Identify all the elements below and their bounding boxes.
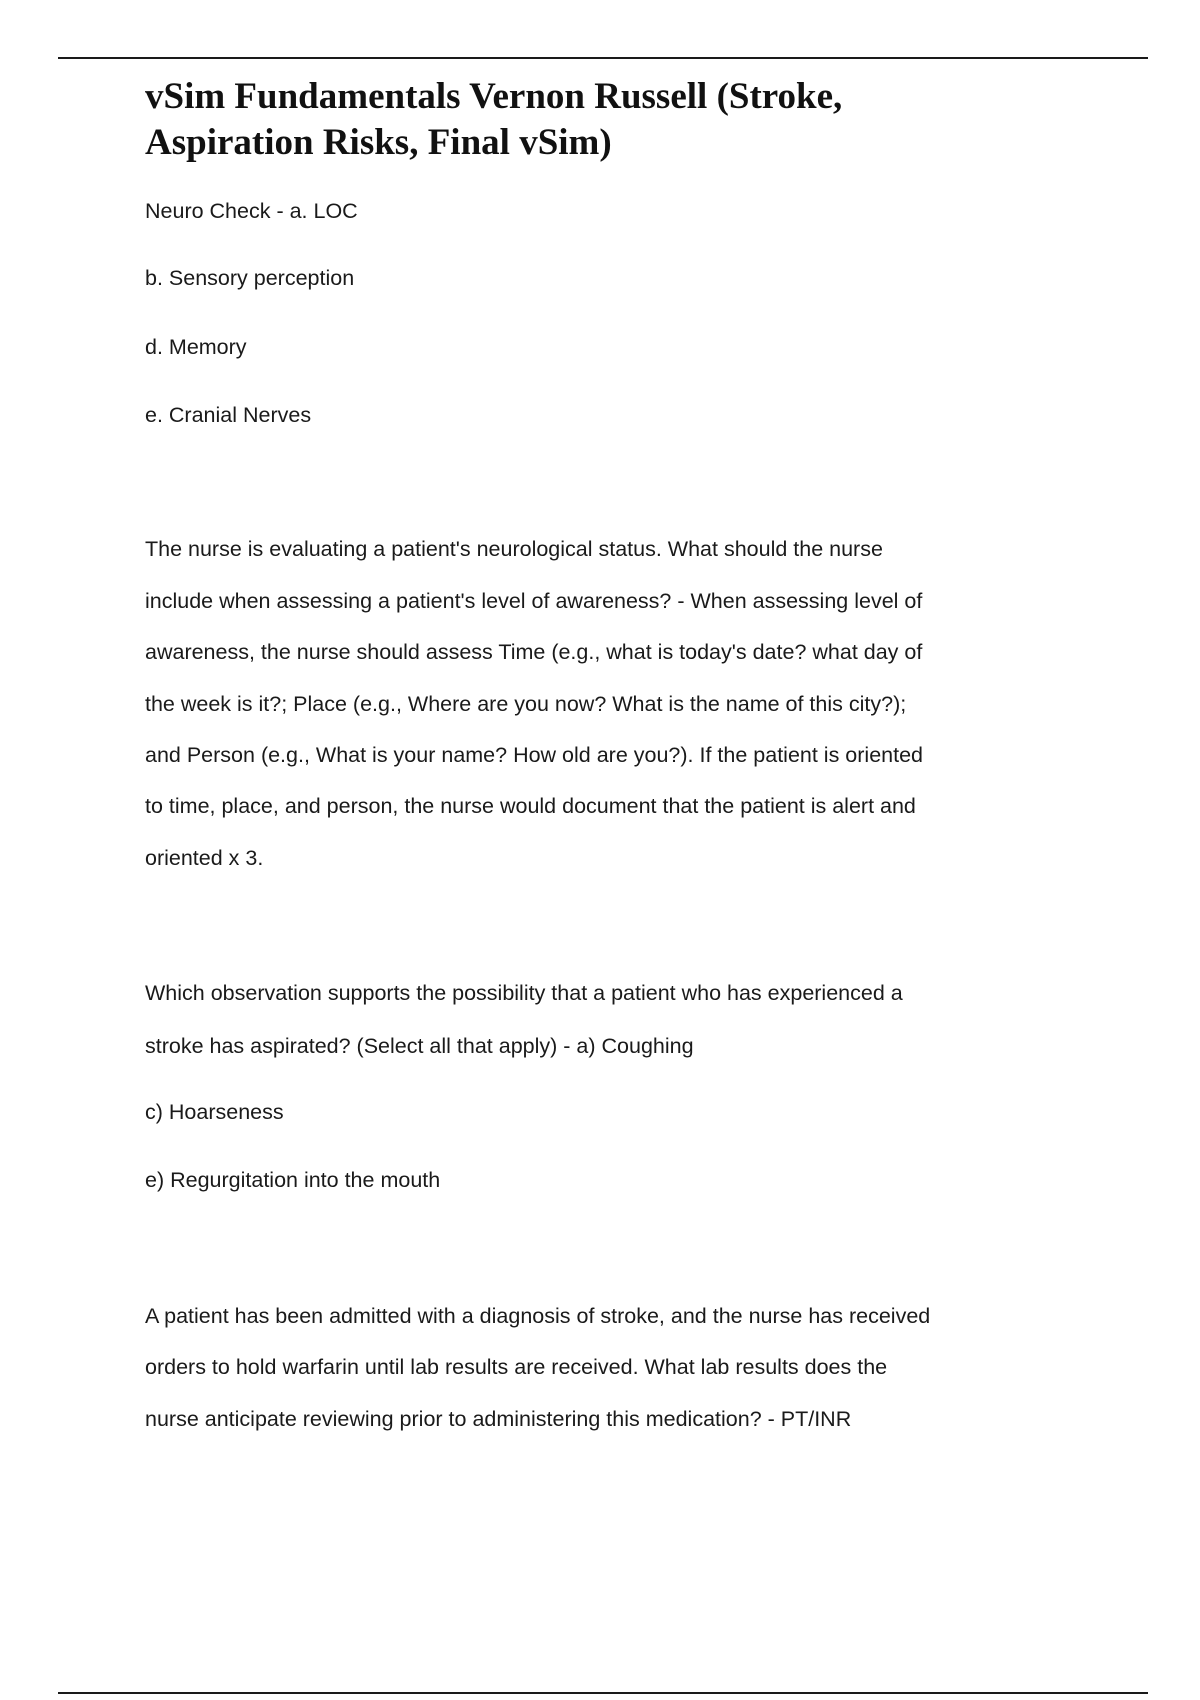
answer-item: c) Hoarseness [145,1100,284,1124]
document-title [145,74,842,166]
question-line: nurse anticipate reviewing prior to administering this medication? - PT/INR [145,1407,852,1431]
question-line: The nurse is evaluating a patient's neurological status. What should the nurse [145,537,883,561]
question-line: to time, place, and person, the nurse would document that the patient is alert and [145,794,916,818]
question-line: oriented x 3. [145,846,264,870]
question-line: Which observation supports the possibility that a patient who has experienced a [145,981,903,1005]
answer-line: Neuro Check - a. LOC [145,199,358,223]
answer-item: b. Sensory perception [145,266,355,290]
question-line: and Person (e.g., What is your name? How old are you?). If the patient is oriented [145,743,923,767]
answer-item: e) Regurgitation into the mouth [145,1168,441,1192]
top-rule [58,57,1148,59]
title-line: Aspiration Risks, Final vSim) [145,122,612,163]
bottom-rule [58,1692,1148,1694]
question-line: stroke has aspirated? (Select all that apply) - a) Coughing [145,1034,694,1058]
answer-item: d. Memory [145,335,247,359]
question-line: awareness, the nurse should assess Time (e.g., what is today's date? what day of [145,640,923,664]
question-line: include when assessing a patient's level of awareness? - When assessing level of [145,589,923,613]
answer-item: e. Cranial Nerves [145,403,312,427]
question-line: A patient has been admitted with a diagnosis of stroke, and the nurse has received [145,1304,931,1328]
question-line: orders to hold warfarin until lab results are received. What lab results does the [145,1355,888,1379]
title-line: vSim Fundamentals Vernon Russell (Stroke, [145,76,843,117]
question-line: the week is it?; Place (e.g., Where are you now? What is the name of this city?); [145,692,907,716]
